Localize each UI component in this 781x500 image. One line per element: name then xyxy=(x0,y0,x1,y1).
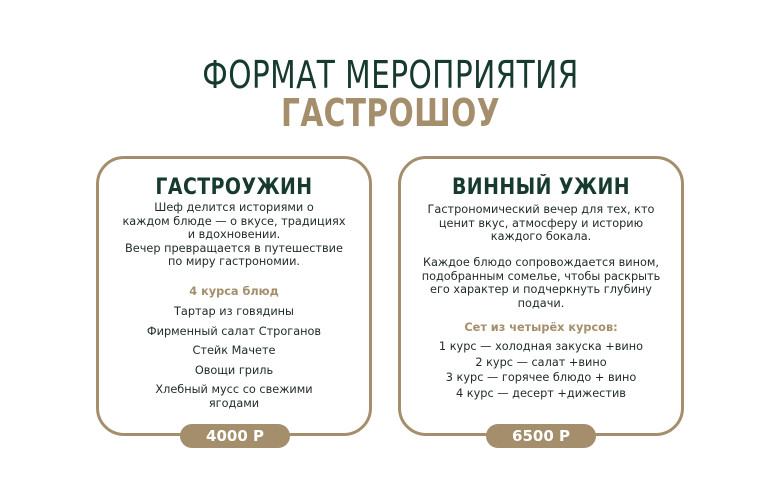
page-subtitle: ГАСТРОШОУ xyxy=(281,91,500,135)
description-line: каждом блюде — о вкусе, традициях xyxy=(122,214,346,228)
course-item: Овощи гриль xyxy=(194,363,274,377)
description-line: Вечер превращается в путешествие xyxy=(125,241,343,255)
description-line: и вдохновении. xyxy=(187,228,281,242)
courses-list xyxy=(409,340,673,402)
card-description xyxy=(109,201,359,269)
page-title: ФОРМАТ МЕРОПРИЯТИЯ xyxy=(202,53,579,97)
card-title: ГАСТРОУЖИН xyxy=(155,175,313,200)
wine-dinner-card xyxy=(398,156,684,436)
description-line: ценит вкус, атмосферу и историю xyxy=(438,216,644,230)
description-line: Шеф делится историями о xyxy=(154,201,314,214)
description-line: по миру гастрономии. xyxy=(167,255,301,269)
description-line: Каждое блюдо сопровождается вином, xyxy=(422,256,659,269)
card-description xyxy=(411,203,671,244)
course-item: 4 курс — десерт +дижестив xyxy=(456,386,626,400)
price-badge: 4000 Р xyxy=(180,424,290,448)
price-badge: 6500 Р xyxy=(486,424,596,448)
course-item: Стейк Мачете xyxy=(192,344,276,358)
course-item: Тартар из говядины xyxy=(174,305,294,318)
description-line: его характер и подчеркнуть глубину xyxy=(430,283,652,297)
course-item: 1 курс — холодная закуска +вино xyxy=(438,340,644,353)
course-item: 2 курс — салат +вино xyxy=(475,355,607,369)
course-item: 3 курс — горячее блюдо + вино xyxy=(445,371,637,385)
course-item: Хлебный мусс со свежими ягодами xyxy=(155,383,313,410)
description-line: подобранным сомелье, чтобы раскрыть xyxy=(421,269,661,283)
course-item: Фирменный салат Строганов xyxy=(146,324,322,338)
description-line: каждого бокала. xyxy=(490,230,592,244)
card-description xyxy=(411,256,671,310)
description-line: Гастрономический вечер для тех, кто xyxy=(427,203,655,216)
card-title: ВИННЫЙ УЖИН xyxy=(451,175,631,200)
courses-heading: Сет из четырёх курсов: xyxy=(464,321,618,334)
description-line: подачи. xyxy=(517,296,565,310)
courses-list xyxy=(107,305,361,411)
gastro-dinner-card xyxy=(96,156,372,436)
courses-heading: 4 курса блюд xyxy=(189,285,279,298)
